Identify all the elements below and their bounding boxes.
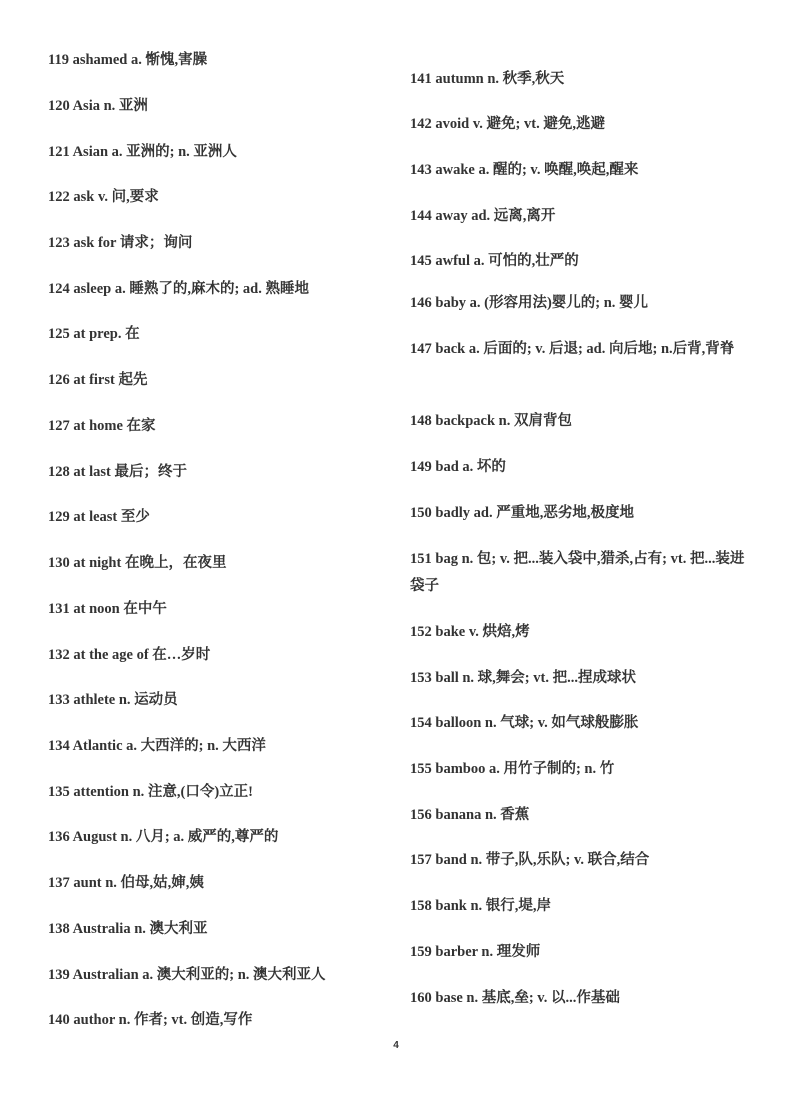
vocab-entry: 149 bad a. 坏的 xyxy=(410,459,506,475)
vocab-entry: 140 author n. 作者; vt. 创造,写作 xyxy=(48,1012,253,1028)
vocab-entry: 141 autumn n. 秋季,秋天 xyxy=(410,71,565,87)
vocab-entry: 147 back a. 后面的; v. 后退; ad. 向后地; n.后背,背脊 xyxy=(410,341,735,357)
vocab-entry: 131 at noon 在中午 xyxy=(48,601,167,617)
vocab-entry: 129 at least 至少 xyxy=(48,509,150,525)
vocab-entry: 142 avoid v. 避免; vt. 避免,逃避 xyxy=(410,116,605,132)
vocab-entry: 154 balloon n. 气球; v. 如气球般膨胀 xyxy=(410,715,639,731)
vocab-entry: 125 at prep. 在 xyxy=(48,326,140,342)
vocab-entry: 146 baby a. (形容用法)婴儿的; n. 婴儿 xyxy=(410,295,649,311)
vocab-entry: 156 banana n. 香蕉 xyxy=(410,807,530,823)
vocab-entry: 148 backpack n. 双肩背包 xyxy=(410,413,572,429)
vocab-entry: 152 bake v. 烘焙,烤 xyxy=(410,624,530,640)
vocab-entry: 132 at the age of 在…岁时 xyxy=(48,647,211,663)
vocab-entry: 139 Australian a. 澳大利亚的; n. 澳大利亚人 xyxy=(48,967,326,983)
vocab-entry: 144 away ad. 远离,离开 xyxy=(410,208,556,224)
vocab-entry: 122 ask v. 问,要求 xyxy=(48,189,159,205)
vocab-entry: 120 Asia n. 亚洲 xyxy=(48,98,148,114)
vocab-entry: 128 at last 最后；终于 xyxy=(48,464,187,480)
vocab-entry: 123 ask for 请求；询问 xyxy=(48,235,193,251)
vocab-entry: 136 August n. 八月; a. 威严的,尊严的 xyxy=(48,829,279,845)
vocab-entry: 155 bamboo a. 用竹子制的; n. 竹 xyxy=(410,761,615,777)
vocab-entry: 143 awake a. 醒的; v. 唤醒,唤起,醒来 xyxy=(410,162,639,178)
page-number: 4 xyxy=(393,1040,399,1051)
vocab-entry: 150 badly ad. 严重地,恶劣地,极度地 xyxy=(410,505,634,521)
vocab-entry: 134 Atlantic a. 大西洋的; n. 大西洋 xyxy=(48,738,266,754)
vocab-entry: 160 base n. 基底,垒; v. 以...作基础 xyxy=(410,990,620,1006)
vocab-entry: 151 bag n. 包; v. 把...装入袋中,猎杀,占有; vt. 把...装进袋子 xyxy=(410,551,745,594)
vocab-entry: 158 bank n. 银行,堤,岸 xyxy=(410,898,552,914)
vocab-entry: 138 Australia n. 澳大利亚 xyxy=(48,921,208,937)
vocab-entry: 157 band n. 带子,队,乐队; v. 联合,结合 xyxy=(410,852,650,868)
vocab-entry: 145 awful a. 可怕的,壮严的 xyxy=(410,253,579,269)
vocab-entry: 127 at home 在家 xyxy=(48,418,156,434)
vocab-entry: 159 barber n. 理发师 xyxy=(410,944,541,960)
vocab-entry: 137 aunt n. 伯母,姑,婶,姨 xyxy=(48,875,204,891)
vocab-entry: 130 at night 在晚上，在夜里 xyxy=(48,555,227,571)
vocab-entry: 153 ball n. 球,舞会; vt. 把...捏成球状 xyxy=(410,670,636,686)
vocab-entry: 119 ashamed a. 惭愧,害臊 xyxy=(48,52,208,68)
vocab-entry: 121 Asian a. 亚洲的; n. 亚洲人 xyxy=(48,144,237,160)
vocab-entry: 126 at first 起先 xyxy=(48,372,148,388)
vocab-entry: 135 attention n. 注意,(口令)立正! xyxy=(48,784,254,800)
vocab-entry: 133 athlete n. 运动员 xyxy=(48,692,178,708)
vocab-entry: 124 asleep a. 睡熟了的,麻木的; ad. 熟睡地 xyxy=(48,281,309,297)
